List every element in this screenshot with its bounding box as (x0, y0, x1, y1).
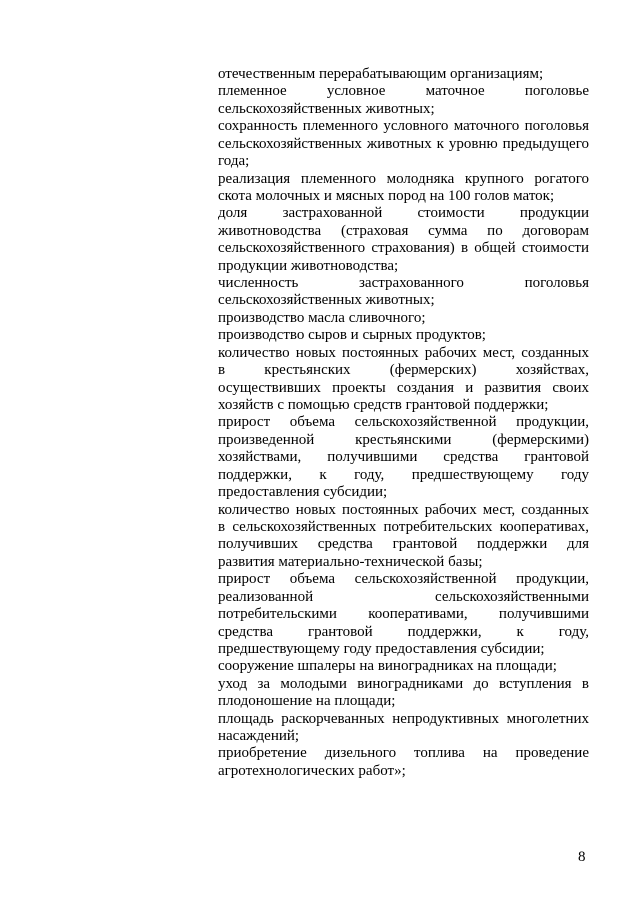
text-line: хозяйствами, получившими средства грантовой (218, 449, 589, 466)
text-line: скота молочных и мясных пород на 100 голов маток; (218, 187, 555, 204)
text-line: реализация племенного молодняка крупного рогатого (218, 170, 589, 187)
text-line: животноводства (страховая сумма по договорам (218, 222, 589, 239)
text-line: предоставления субсидии; (218, 484, 388, 501)
list-item (218, 711, 589, 746)
text-line: сельскохозяйственных животных к уровню предыдущего (218, 135, 589, 152)
text-line: племенное условное маточное поголовье (218, 83, 589, 100)
text-line: в крестьянских (фермерских) хозяйствах, (218, 362, 589, 379)
text-line: площадь раскорчеванных непродуктивных многолетних (218, 710, 589, 727)
text-line: осуществивших проекты создания и развития своих (218, 379, 589, 396)
list-item (218, 327, 589, 344)
text-line: количество новых постоянных рабочих мест, созданных (218, 344, 589, 361)
text-line: производство сыров и сырных продуктов; (218, 327, 486, 344)
document-body (218, 66, 589, 780)
text-line: уход за молодыми виноградниками до вступления в (218, 675, 589, 692)
list-item (218, 171, 589, 206)
list-item (218, 745, 589, 780)
list-item (218, 118, 589, 170)
list-item (218, 414, 589, 501)
text-line: сельскохозяйственных животных; (218, 292, 435, 309)
text-line: произведенной крестьянскими (фермерскими) (218, 431, 589, 448)
page-number: 8 (578, 849, 586, 865)
text-line: прирост объема сельскохозяйственной продукции, (218, 414, 589, 431)
list-item (218, 83, 589, 118)
list-item (218, 66, 589, 83)
text-line: реализованной сельскохозяйственными (218, 588, 589, 605)
text-line: сооружение шпалеры на виноградниках на площади; (218, 658, 557, 675)
list-item (218, 275, 589, 310)
text-line: получивших средства грантовой поддержки для (218, 536, 589, 553)
text-line: сохранность племенного условного маточного поголовья (218, 118, 589, 135)
text-line: агротехнологических работ»; (218, 762, 406, 779)
text-line: численность застрахованного поголовья (218, 275, 589, 292)
text-line: доля застрахованной стоимости продукции (218, 205, 589, 222)
list-item (218, 345, 589, 415)
text-line: поддержки, к году, предшествующему году (218, 466, 589, 483)
text-line: в сельскохозяйственных потребительских кооперативах, (218, 518, 589, 535)
text-line: потребительскими кооперативами, получившими (218, 606, 589, 623)
text-line: насаждений; (218, 728, 300, 745)
text-line: развития материально-технической базы; (218, 553, 483, 570)
list-item (218, 676, 589, 711)
list-item (218, 571, 589, 658)
text-line: средства грантовой поддержки, к году, (218, 623, 589, 640)
list-item (218, 502, 589, 572)
list-item (218, 658, 589, 675)
text-line: продукции животноводства; (218, 257, 399, 274)
text-line: предшествующему году предоставления субсидии; (218, 640, 545, 657)
text-line: плодоношение на площади; (218, 693, 396, 710)
text-line: сельскохозяйственного страхования) в общей стоимости (218, 240, 589, 257)
text-line: производство масла сливочного; (218, 309, 426, 326)
list-item (218, 310, 589, 327)
text-line: года; (218, 153, 250, 170)
list-item (218, 205, 589, 275)
text-line: отечественным перерабатывающим организациям; (218, 66, 544, 82)
text-line: приобретение дизельного топлива на проведение (218, 745, 589, 762)
text-line: хозяйств с помощью средств грантовой поддержки; (218, 397, 549, 414)
text-line: количество новых постоянных рабочих мест, созданных (218, 501, 589, 518)
text-line: сельскохозяйственных животных; (218, 100, 435, 117)
text-line: прирост объема сельскохозяйственной продукции, (218, 571, 589, 588)
